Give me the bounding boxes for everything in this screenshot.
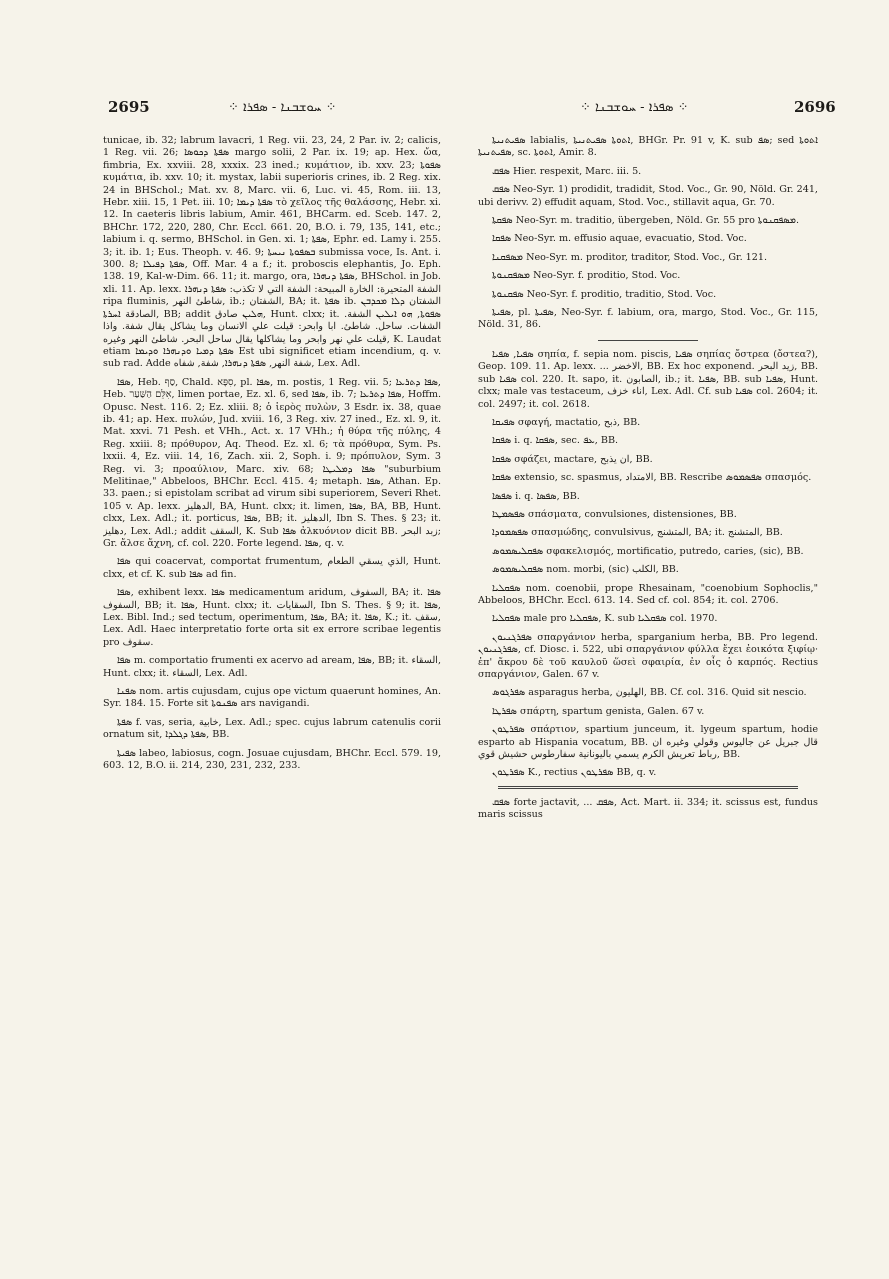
entry: ܣܦܪܛܘܢ K., rectius ܣܦܪܛܘܢ BB, q. v. (492, 767, 657, 779)
entry: ܣܦܩܐ extensio, sc. spasmus, الامتداد, BB. Rescribe ܣܦܣܡܘܣ σπασμός. (492, 472, 812, 484)
entry: ܣܦܩܠܝܐ nom. coenobii, prope Rhesainam, "coenobium Sophoclis," Abbeloos, BHChr. Eccl. 613. 14. Sed cf. col. 854; it. col. 2706. (478, 582, 818, 606)
entry: ܣܦܝܬܢܝܬܐ labialis, ܐܬܘܬܐ ܣܦܝܬܢܝܬܐ, BHGr. Pr. 91 v, K. sub ܣܦ; sed ܐܬܘܬܐ ܣܦܝܬܢܝܬܐ, sc. ܐܬܘܬܐ, Amir. 8. (478, 135, 818, 159)
entry: ܡܣܦܩܢܘܬܐ Neo-Syr. f. proditio, Stod. Voc. (492, 270, 681, 282)
entry: ܣܦܩܐ σφάζει, mactare, ان يذبح, BB. (492, 453, 653, 465)
entry: ܣܦܣܡܛܐ σπάσματα, convulsiones, distensiones, BB. (492, 508, 737, 520)
page-number-right: 2696 (794, 98, 836, 116)
section-divider (498, 786, 798, 789)
right-column (478, 135, 818, 1135)
entry: ܣܦܐ, Heb. סַף, Chald. סִפָּא, pl. ܣܦܐ, m. postis, 1 Reg. vii. 5; ܣܦܐ ܕܬܪܥܐ, Heb. אִלֵּם הַשַּׁעַר, limen portae, Ez. xl. 6, sed ܣܦܐ, ib. 7; ܣܦܐ ܕܬܪܥܐ, Hoffm. Opusc. Nest. 116. 2; Ez. xliii. 8; ὁ ἱερὸς πυλὼν, 3 Esdr. ix. 38, quae ib. 41; ap. Hex. πυλών, Jud. xviii. 16, 3 Reg. xiv. 27 ined., Ez. xl. 9, it. Mat. xxvi. 71 Pesh. et VHh., Act. x. 17 VHh.; ἡ θύρα τῆς πύλης, 4 Reg. xxiii. 8; πρόθυρον, Aq. Theod. Ez. xl. 6; τὰ πρόθυρα, Sym. Ps. lxxii. 4, Ez. viii. 14, 16, Zach. xii. 2, Soph. i. 9; πρόπυλον, Sym. 3 Reg. vi. 3; προαύλιον, Marc. xiv. 68; ܣܦܐ ܕܡܠܝܛܐ "suburbium Melitinae," Abbeloos, BHChr. Eccl. 415. 4; metaph. ܣܦܐ, Athan. Ep. 33. paen.; si epistolam scribat ad virum sibi superiorem, Severi Rhet. 105 v. Ap. lexx. الدهليز, BA, Hunt. clxx; it. limen, ܣܦܐ, BA, BB, Hunt. clxx, Lex. Adl.; it. porticus, ܣܦܐ, BB; it. الدهليز, Ibn S. Thes. § 23; it. دهليز, Lex. Adl.; addit السقف, K. Sub ܣܦܐ ἀλκυόνιον dicit BB. زبد البحر; Gr. ἄλσε ἄχνη, cf. col. 220. Forte legend. ܣܦܐ, q. v. (103, 376, 441, 549)
entry: ܣܦܩܠܝܣܡܘܣ σφακελισμός, mortificatio, putredo, caries, (sic), BB. (492, 545, 804, 557)
entry: ܣܦܩܬܐ Neo-Syr. m. traditio, übergeben, Nöld. Gr. 55 pro ܡܣܦܩܢܘܬܐ. (492, 215, 800, 227)
entry: ܣܦܐ, exhibent lexx. ܣܦܐ medicamentum aridum, السفوف, BA; it. ܣܦܐ السفوف, BB; it. ܣܦܐ, Hunt. clxx; it. السقايات, Ibn S. Thes. § 9; it. ܣܦܐ, Lex. Bibl. Ind.; sed tectum, operimentum, ܣܦܐ, BA; it. ܣܦܐ, K.; it. سقف, Lex. Adl. Haec interpretatio forte orta sit ex errore scribae legentis pro سقوف. (103, 587, 441, 648)
entry: ܣܦܩܠܝܣܡܘܣ nom. morbi, (sic) الكلب, BB. (492, 564, 679, 576)
entry: ܣܦܩܠܝܐ male pro ܣܦܩܠܝܐ, K. sub ܣܦܩܠܝܐ col. 1970. (492, 613, 718, 625)
entry: ܣܦܩܐ i. q. ܣܦܩܐ, sec. ܥܦ, BB. (492, 435, 619, 447)
entry: ܣܦܩܐ Neo-Syr. m. effusio aquae, evacuatio, Stod. Voc. (492, 233, 747, 245)
entry: ܣܦܣܐ i. q. ܣܦܣܐ, BB. (492, 490, 580, 502)
entry: ܣܦܣܡܘܕܐ σπασμώδης, convulsivus, المتشنج, BA; it. المتشنج, BB. (492, 527, 783, 539)
entry: ܣܦܐ m. comportatio frumenti ex acervo ad aream, ܣܦܐ, BB; it. السقاء, Hunt. clxx; it. السقاء, Lex. Adl. (103, 655, 441, 679)
entry: ܣܦܢܐ nom. artis cujusdam, cujus ope victum quaerunt homines, An. Syr. 184. 15. Forte sit ܣܦܢܘܬܐ ars navigandi. (103, 686, 441, 710)
running-head-right: ⁘ ܣܦܪܐ - ܚܘܫܒܢܐ ⁘ (580, 100, 689, 115)
left-column (103, 135, 441, 1135)
entry: ܣܦܐ qui coacervat, comportat frumentum, الذي يسقي الطعام, Hunt. clxx, et cf. K. sub ܣܦܐ ad fin. (103, 556, 441, 580)
entry: ܣܦܝܬܐ labeo, labiosus, cogn. Josuae cujusdam, BHChr. Eccl. 579. 19, 603. 12, B.O. ii. 214, 230, 231, 232, 233. (103, 747, 441, 772)
section-divider (598, 340, 698, 341)
entry: ܣܦܩ forte jactavit, ... ܣܦܩ, Act. Mart. ii. 334; it. scissus est, fundus maris scissus (478, 796, 818, 821)
page-header (0, 98, 889, 126)
entry: ܣܦܝܩܐ σφαγή, mactatio, ذبح, BB. (492, 416, 641, 428)
entry: ܣܦܩ Neo-Syr. 1) prodidit, tradidit, Stod. Voc., Gr. 90, Nöld. Gr. 241, ubi derivv. 2) effudit aquam, Stod. Voc., stillavit aqua, Gr. 70. (478, 184, 818, 208)
entry: ܣܦܩ Hier. respexit, Marc. iii. 5. (492, 165, 642, 177)
entry: ܣܦܝܐ, ܣܦܝܐ σηπία, f. sepia nom. piscis, ܣܦܝܐ σηπίας ὄστρεα (ὄστεα?), Geop. 109. 11. Ap. lexx. ... الاخضر, BB. Ex hoc exponend. زيد البحر, BB. sub ܣܦܝܐ col. 220. It. sapo, it. الصابون, ib.; it. ܣܦܝܐ, BB. sub ܣܦܝܐ, Hunt. clxx; male vas testaceum, اناء خزف, Lex. Adl. Cf. sub ܣܦܝܐ col. 2604; it. col. 2497; it. col. 2618. (478, 348, 818, 410)
entry: ܣܦܪܛܘܢ σπάρτιον, spartium junceum, it. lygeum spartum, hodie esparto ab Hispania vocatum, BB. قال جبريل عن جاليوس وقولي وغيره ان رباط تعريش الكرم يسمي باليونانية سفارطوس حشيش قوي, BB. (478, 724, 818, 761)
page-number-left: 2695 (108, 98, 150, 116)
entry: ܣܦܬܐ f. vas, seria, خابية, Lex. Adl.; spec. cujus labrum catenulis corii ornatum sit, ܣܦܬܐ ܕܓܠܕܐ, BB. (103, 716, 441, 741)
entry: ܣܦܪܓܢܝܘܢ σπαργάνιον herba, sparganium herba, BB. Pro legend. ܣܦܪܓܢܝܘܢ, cf. Diosc. i. 522, ubi σπαργάνιον φύλλα ἔχει ἐοικότα ξιφίῳ· ἐπ' ἄκρου δὲ τοῦ καυλοῦ ὥσεὶ σφαιρία, ἐν οἷς ὁ καρπός. Rectius σπαργάνιον, Galen. 67 v. (478, 631, 818, 680)
entry: ܣܦܝܬܐ, pl. ܣܦܝܬܐ, Neo-Syr. f. labium, ora, margo, Stod. Voc., Gr. 115, Nöld. 31, 86. (478, 307, 818, 331)
entry: tunicae, ib. 32; labrum lavacri, 1 Reg. vii. 23, 24, 2 Par. iv. 2; calicis, 1 Reg. vii. 26; ܣܦܬܐ ܕܟܘܣܐ margo solii, 2 Par. ix. 19; ap. Hex. ὤα, fimbria, Ex. xxviii. 28, xxxix. 23 ined.; κυμάτιον, ib. xxv. 23; ܣܦܘܬܐ κυμάτια, ib. xxv. 10; it. mystax, labii superioris crines, ib. 2 Reg. xix. 24 in BHSchol.; Mat. xv. 8, Marc. vii. 6, Luc. vi. 45, Rom. iii. 13, Hebr. xiii. 15, 1 Pet. iii. 10; ܣܦܬܐ ܕܝܡܐ τὸ χεῖλος τῆς θαλάσσης, Hebr. xi. 12. In caeteris libris labium, Amir. 461, BHCarm. ed. Sceb. 147. 2, BHChr. 172, 220, 280, Chr. Eccl. 661. 20, B.O. i. 79, 135, 141, etc.; labium i. q. sermo, BHSchol. in Gen. xi. 1; ܣܦܬܐ, Ephr. ed. Lamy i. 255. 3; it. ib. 1; Eus. Theoph. v. 46. 9; ܒܣܦܘܬܐ ܢܝܚܬܐ submissa voce, Is. Ant. i. 300. 8; ܣܦܬܐ ܕܦܝܠܐ, Off. Mar. 4 a f.; it. proboscis elephantis, Jo. Eph. 138. 19, Kal-w-Dim. 66. 11; it. margo, ora, ܣܦܬܐ ܕܢܗܪܐ, BHSchol. in Job. xli. 11. Ap. lexx. الشفة المتحيرة: الخارة المبيحة: الشفة التي لا تكذب: ܣܦܬܐ ܕܢܗܪܐ ripa fluminis, شاطئ النهر, ib.; الشفتان, BA; it. ܣܦܬܐ ib. الشفتان ܕܠܐ ܡܟܕܒܢ الصادقة ܐܚܪܬܐ, BB; addit ܗܠܝܢ صادق, Hunt. clxx; it. ܣܦܘܬܐ, ܗܘ ܐܝܠܝܢ الشفة. الشفات. ساحل. شاطئ. ابا وابحر: قيلت علي الانسان وما يشاكل يقال شفة. واذا قيلت علي نهر وابحر وما يشاكلها يقال ساحل البحر. شاطئ النهر وغيره, K. Laudat etiam ܣܦܬܐ ܕܡܝܐ ܘܕܢܗܪܐ ܘܕܝܡܐ Est ubi significet etiam incendium, q. v. sub rad. Adde شفة النهر, ܣܦܬܐ ܕܢܗܪܐ, شفة, شفاه, Lex. Adl. (103, 135, 441, 370)
entry: ܣܦܪܓܘܣ asparagus herba, الهليون, BB. Cf. col. 316. Quid sit nescio. (492, 687, 807, 699)
entry: ܣܦܩܢܘܬܐ Neo-Syr. f. proditio, traditio, Stod. Voc. (492, 288, 717, 300)
entry: ܡܣܦܩܢܐ Neo-Syr. m. proditor, traditor, Stod. Voc., Gr. 121. (492, 251, 768, 263)
entry: ܣܦܪܛܐ σπάρτη, spartum genista, Galen. 67 v. (492, 705, 705, 717)
running-head-left: ⁘ ܚܘܫܒܢܐ - ܣܦܪܐ ⁘ (228, 100, 337, 115)
